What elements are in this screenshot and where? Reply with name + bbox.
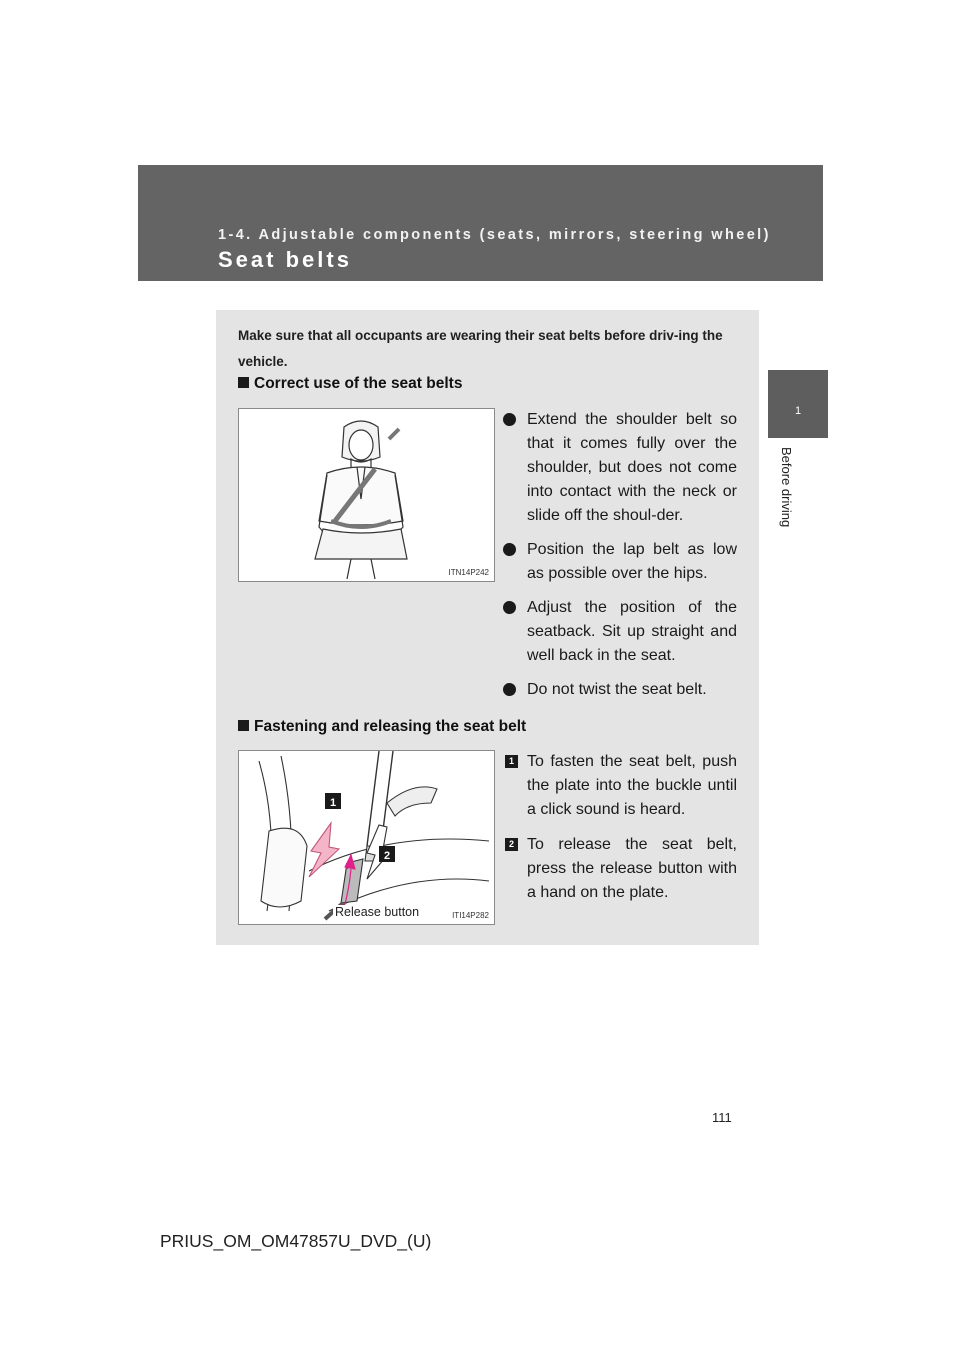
bullet-item: Do not twist the seat belt. bbox=[503, 678, 737, 702]
bullet-item: Extend the shoulder belt so that it comes fully over the shoulder, but does not come into contact with the neck or slide off the shoul-der. bbox=[503, 408, 737, 528]
step-item: 1 To fasten the seat belt, push the plate into the buckle until a click sound is heard. bbox=[503, 750, 737, 822]
section-heading-fastening: Fastening and releasing the seat belt bbox=[238, 718, 526, 736]
svg-text:2: 2 bbox=[383, 850, 391, 862]
page-title: Seat belts bbox=[218, 247, 352, 272]
figure-seated-occupant bbox=[238, 408, 495, 582]
bullet-dot-icon bbox=[503, 543, 516, 556]
step-number-badge: 2 bbox=[505, 838, 518, 851]
figure-code: ITI14P282 bbox=[452, 911, 489, 920]
seated-occupant-illustration bbox=[239, 409, 494, 581]
section-heading-correct-use: Correct use of the seat belts bbox=[238, 375, 462, 393]
section-title: 1-4. Adjustable components (seats, mirrors, steering wheel) bbox=[218, 227, 771, 243]
page-number: 111 bbox=[712, 1110, 732, 1125]
release-button-label: Release button bbox=[335, 905, 420, 919]
document-code: PRIUS_OM_OM47857U_DVD_(U) bbox=[160, 1231, 432, 1251]
svg-text:1: 1 bbox=[329, 797, 337, 809]
figure-buckle bbox=[238, 750, 495, 925]
step-item: 2 To release the seat belt, press the release button with a hand on the plate. bbox=[503, 833, 737, 905]
content-panel bbox=[216, 310, 759, 945]
bullet-dot-icon bbox=[503, 413, 516, 426]
chapter-tab[interactable] bbox=[768, 370, 828, 438]
figure-code: ITN14P242 bbox=[448, 568, 489, 577]
intro-text: Make sure that all occupants are wearing their seat belts before driv-ing the vehicle. bbox=[238, 328, 723, 369]
chapter-number: 1 bbox=[794, 405, 802, 417]
bullet-item: Adjust the position of the seatback. Sit up straight and well back in the seat. bbox=[503, 596, 737, 668]
page-header bbox=[138, 165, 823, 281]
buckle-illustration bbox=[239, 751, 494, 924]
square-bullet-icon bbox=[238, 720, 249, 731]
bullet-dot-icon bbox=[503, 601, 516, 614]
step-list-fastening bbox=[503, 750, 737, 916]
bullet-list-correct-use bbox=[503, 408, 737, 712]
step-number-badge: 1 bbox=[505, 755, 518, 768]
bullet-item: Position the lap belt as low as possible over the hips. bbox=[503, 538, 737, 586]
chapter-label: Before driving bbox=[779, 447, 794, 528]
square-bullet-icon bbox=[238, 377, 249, 388]
bullet-dot-icon bbox=[503, 683, 516, 696]
